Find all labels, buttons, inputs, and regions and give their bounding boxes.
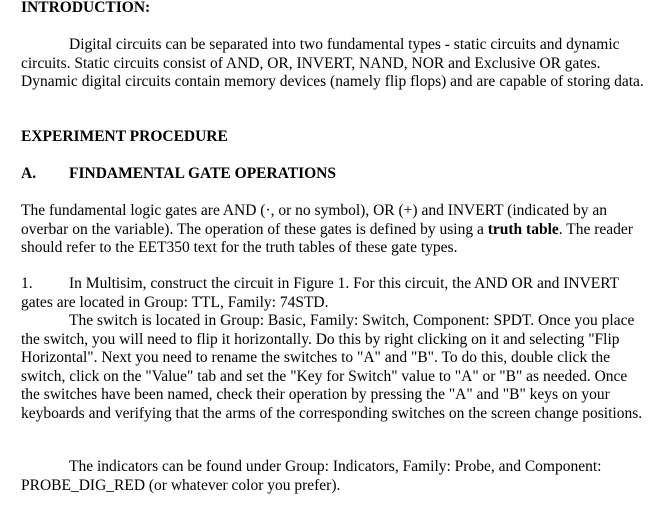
fundamental-text-after: . The reader should refer to the EET350 text for the truth tables of these gate types. <box>21 220 633 256</box>
section-letter: A. <box>21 165 37 182</box>
introduction-heading: INTRODUCTION: <box>21 0 151 16</box>
fundamental-gates-paragraph <box>21 202 646 258</box>
truth-table-term: truth table <box>487 220 559 238</box>
experiment-procedure-heading: EXPERIMENT PROCEDURE <box>21 128 228 145</box>
step-1-text: In Multisim, construct the circuit in Figure 1. For this circuit, the AND OR and INVERT gates are located in Group: TTL, Family: 74STD. <box>21 275 619 311</box>
section-a-heading <box>21 165 336 183</box>
switch-paragraph: The switch is located in Group: Basic, Family: Switch, Component: SPDT. Once you place the switch, you will need to flip it horizontally. Do this by right clicking on it and selecting "Flip Horizontal". Next you need to rename the switches to "A" and "B". To do this, double click the switch, click on the "Value" tab and set the "Key for Switch" value to "A" or "B" as needed. Once the switches have been named, check their operation by pressing the "A" and "B" keys on your keyboards and verifying that the arms of the corresponding switches on the screen change positions. <box>21 312 643 422</box>
indicators-paragraph: The indicators can be found under Group: Indicators, Family: Probe, and Component: PROBE_DIG_RED (or whatever color you prefer). <box>21 458 602 494</box>
step-number: 1. <box>21 275 33 292</box>
introduction-paragraph: Digital circuits can be separated into two fundamental types - static circuits and dynamic circuits. Static circuits consist of AND, OR, INVERT, NAND, NOR and Exclusive OR gates. Dynamic digital circuits contain memory devices (namely flip flops) and are capable of storing data. <box>21 36 644 90</box>
section-title: FINDAMENTAL GATE OPERATIONS <box>69 165 336 182</box>
fundamental-text-before: The fundamental logic gates are AND (·, or no symbol), OR (+) and INVERT (indicated by an overbar on the variable). The operation of these gates is defined by using a <box>21 202 608 238</box>
step-1-paragraph <box>21 275 646 312</box>
